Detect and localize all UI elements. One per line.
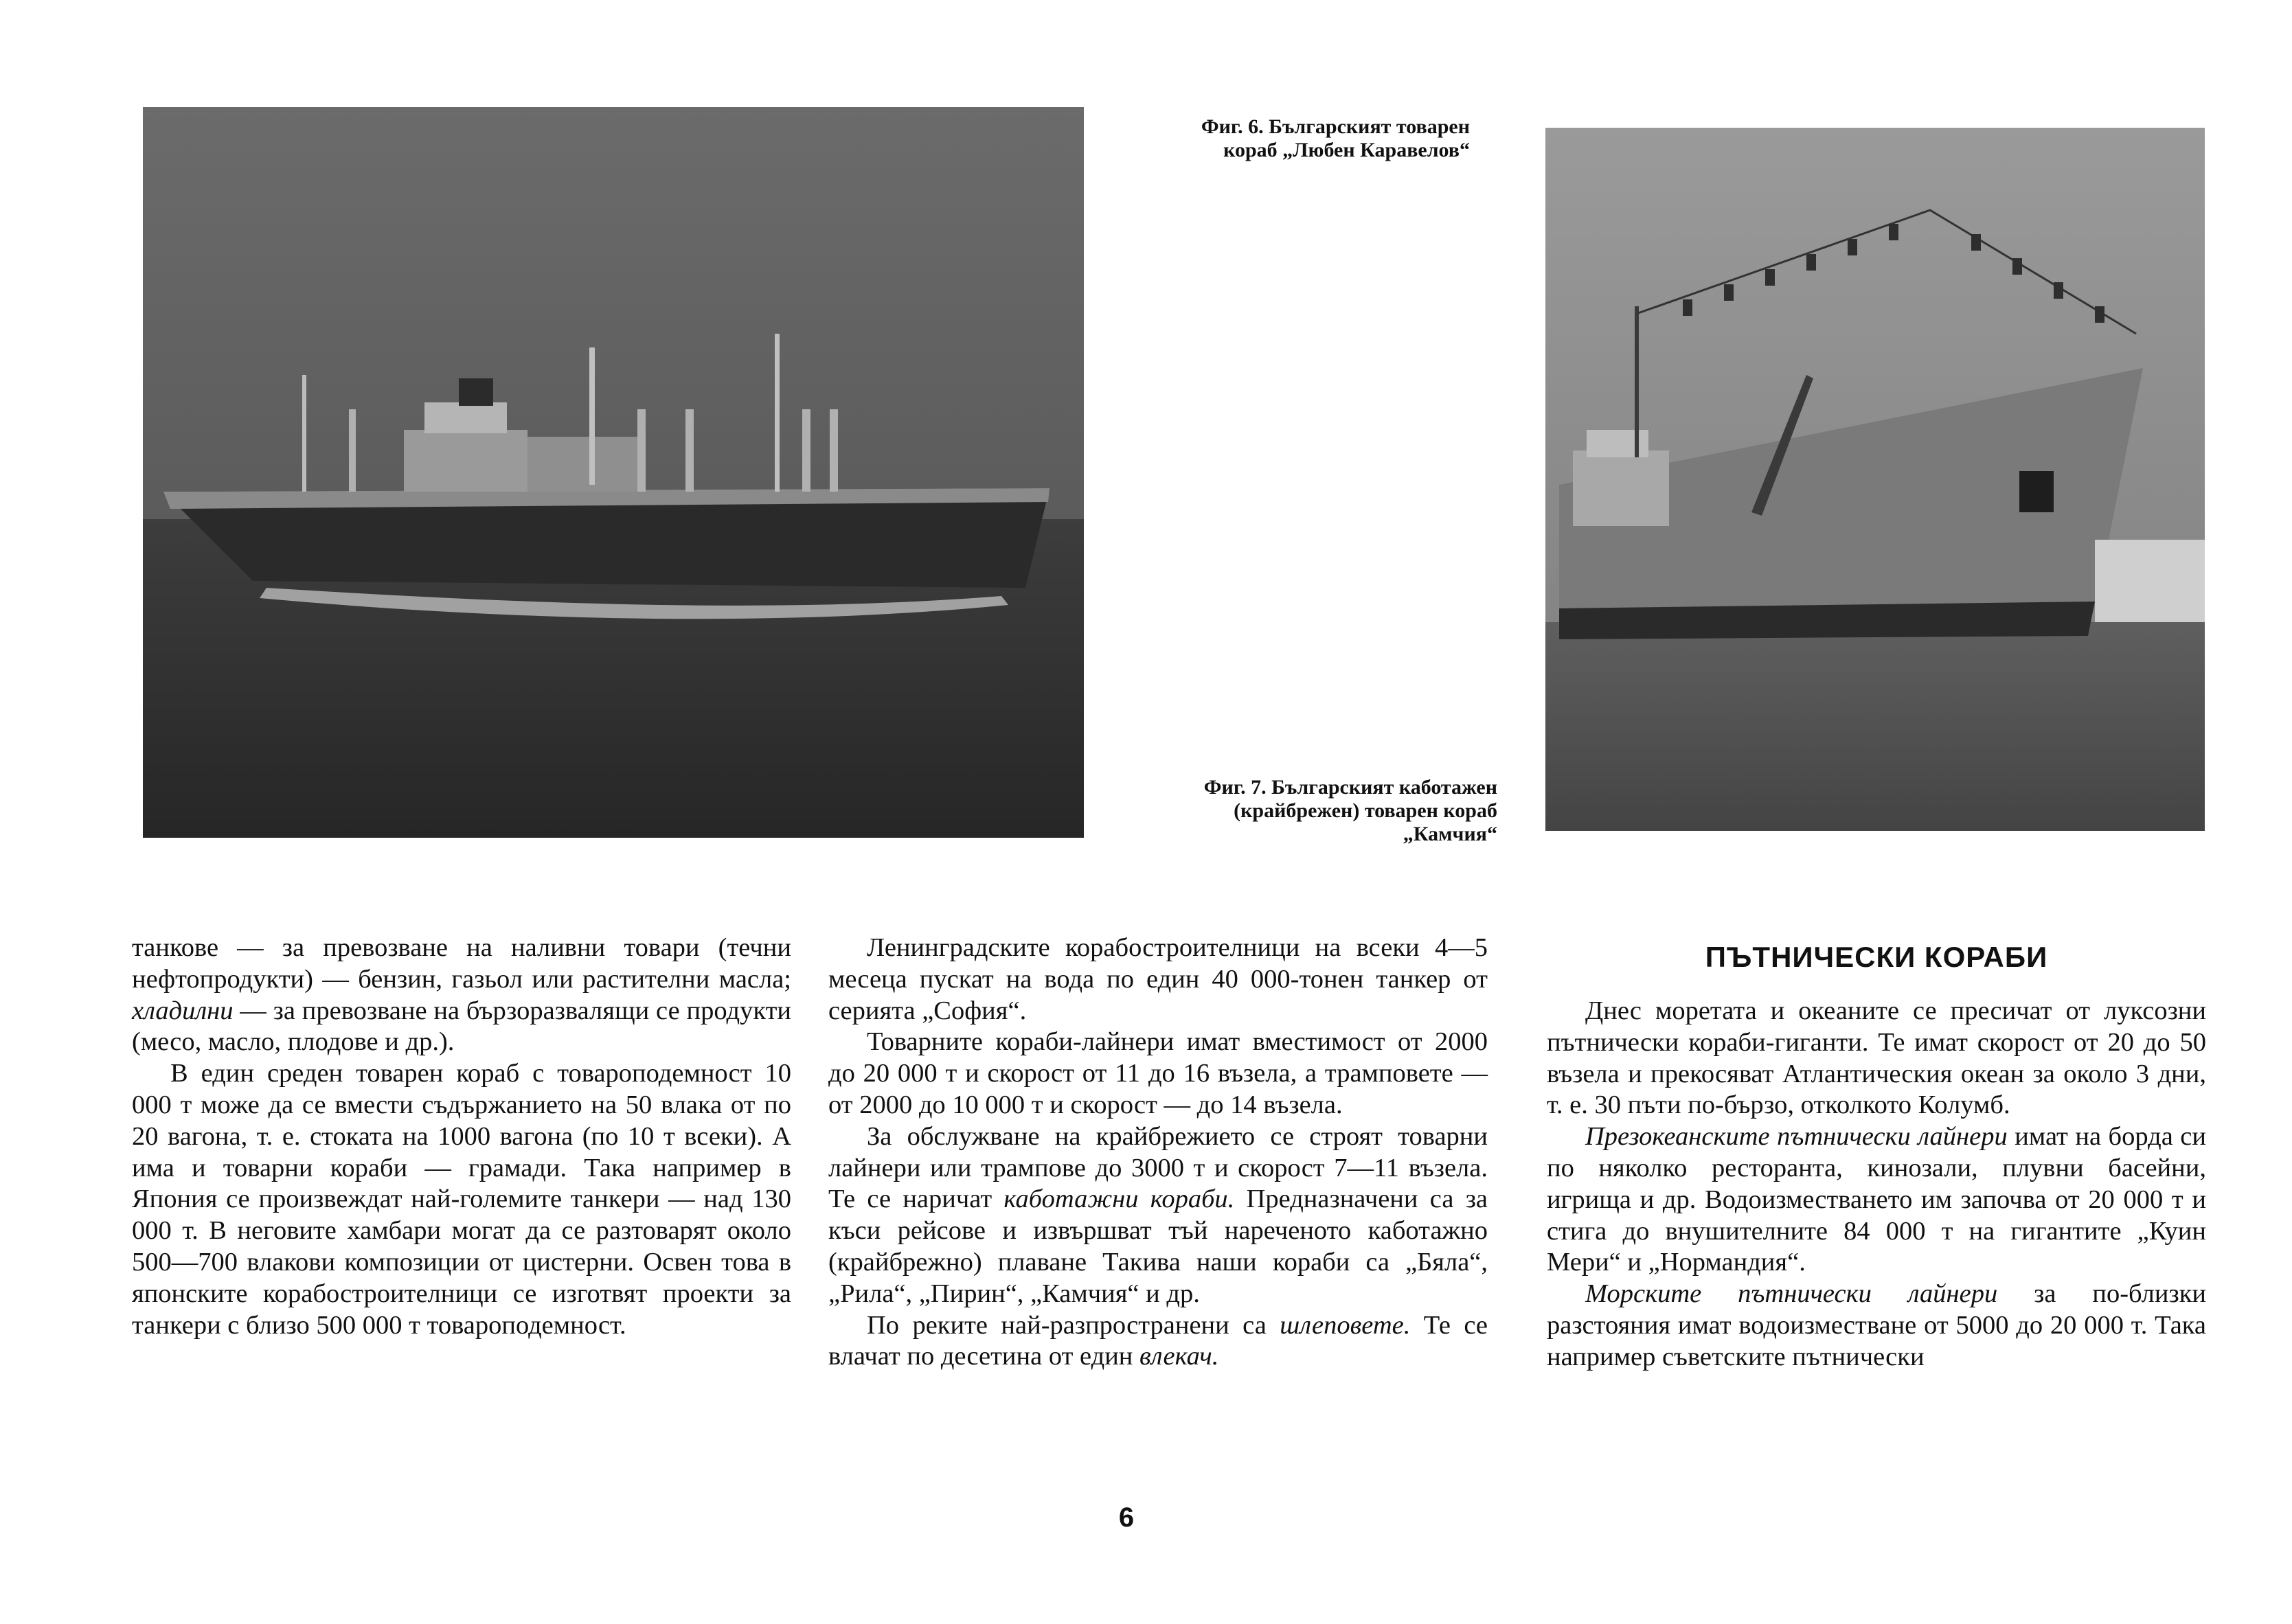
text-run: Те се влачат по десетина от един	[828, 1310, 1488, 1371]
caption-line: кораб „Любен Каравелов“	[1223, 139, 1470, 161]
paragraph	[828, 1121, 1488, 1310]
text-column-1	[132, 933, 791, 1341]
paragraph: Ленинградските корабостроителници на всеки 4—5 месеца пускат на вода по един 40 000-тонен танкер от серията „София“.	[828, 933, 1488, 1025]
emphasis-text: Морските пътнически лайнери	[1585, 1279, 1998, 1309]
figure-6-caption	[1071, 115, 1470, 162]
coastal-ship-photo	[1545, 128, 2205, 831]
paragraph	[132, 933, 791, 1058]
emphasis-text: хладилни	[132, 996, 234, 1025]
figure-7-caption	[1071, 776, 1497, 846]
paragraph: Товарните кораби-лайнери имат вместимост от 2000 до 20 000 т и скорост от 11 до 16 възела, а трамповете — от 2000 до 10 000 т и скорост — до 14 възела.	[828, 1027, 1488, 1119]
caption-line: „Камчия“	[1403, 823, 1497, 845]
emphasis-text: каботажни кораби.	[1003, 1185, 1235, 1214]
page-number: 6	[1118, 1502, 1135, 1533]
paragraph: Днес моретата и океаните се пресичат от луксозни пътнически кораби-гиганти. Те имат скорост от 20 до 50 възела и прекосяват Атлантическия океан за около 3 дни, т. е. 30 пъти по-бързо, отколкото Колумб.	[1547, 996, 2206, 1120]
paragraph: В един среден товарен кораб с товароподемност 10 000 т може да се вмести съдържанието на 50 влака от по 20 вагона, т. е. стоката на 1000 вагона (по 10 т всеки). А има и товарни кораби — грамади. Така например в Япония се произвеждат най-големите танкери — над 130 000 т. В неговите хамбари могат да се разтоварят около 500—700 влакови композиции от цистерни. Освен това в японските корабостроителници се изготвят проекти за танкери с близо 500 000 т товароподемност.	[132, 1059, 791, 1340]
emphasis-text: Презокеанските пътнически лайнери	[1585, 1122, 2008, 1152]
paragraph	[828, 1310, 1488, 1373]
text-run: За обслужване на крайбрежието се строят товарни лайнери или трампове до 3000 т и скорост 7—11 възела. Те се наричат	[828, 1121, 1488, 1214]
text-run: имат на борда си по няколко ресторанта, кинозали, плувни басейни, игрища и др. Водоизместването им започва от 20 000 т и стига до внушителните 84 000 т на гигантите „Куин Мери“ и „Нормандия“.	[1547, 1122, 2207, 1277]
section-heading: ПЪТНИЧЕСКИ КОРАБИ	[1705, 941, 2048, 973]
text-run: за по-близки разстояния имат водоизместване от 5000 до 20 000 т. Така например съветските пътнически	[1547, 1279, 2207, 1371]
text-run: Предназначени са за къси рейсове и извършват тъй нареченото каботажно (крайбрежно) плаване Такива наши кораби са „Бяла“, „Рила“, „Пирин“, „Камчия“ и др.	[828, 1185, 1488, 1308]
text-run: По реките най-разпространени са	[867, 1310, 1280, 1340]
caption-line: Фиг. 6. Българският товарен	[1201, 115, 1470, 138]
text-run: танкове — за превозване на наливни товари (течни нефтопродукти) — бензин, газьол или растителни масла;	[132, 933, 791, 994]
paragraph	[1547, 1121, 2206, 1279]
emphasis-text: влекач.	[1139, 1342, 1219, 1371]
text-column-3	[1547, 933, 2206, 1373]
caption-line: (крайбрежен) товарен кораб	[1234, 799, 1497, 822]
emphasis-text: шлеповете.	[1280, 1310, 1411, 1340]
text-run: — за превозване на бързоразвалящи се продукти (месо, масло, плодове и др.).	[132, 996, 791, 1057]
paragraph	[1547, 1279, 2206, 1373]
caption-line: Фиг. 7. Българският каботажен	[1203, 776, 1497, 799]
cargo-ship-photo	[143, 107, 1084, 838]
text-column-2	[828, 933, 1488, 1373]
